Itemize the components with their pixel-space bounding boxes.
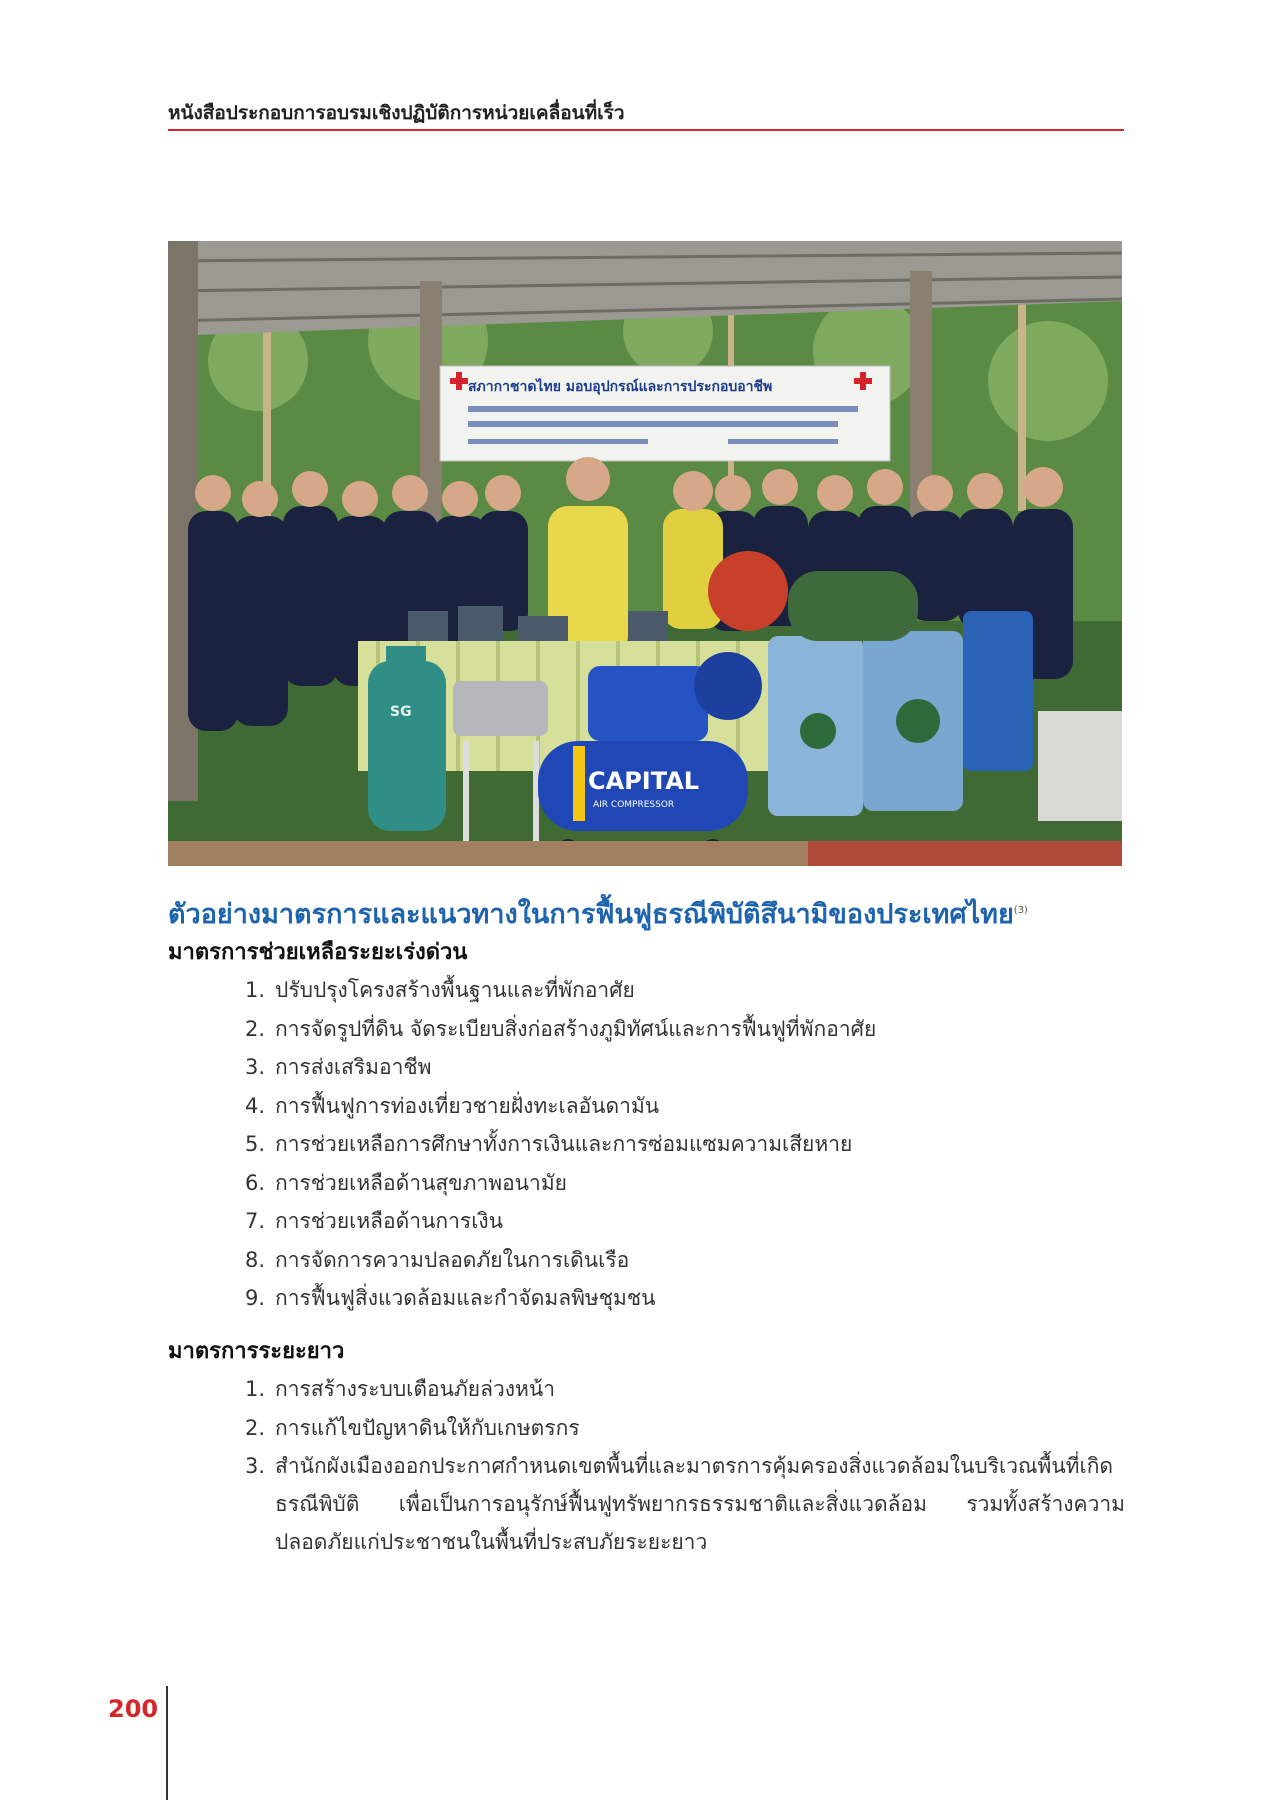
list-item [245,1202,1125,1241]
urgent-measures-heading: มาตรการช่วยเหลือระยะเร่งด่วน [168,940,468,965]
section-title-text: ตัวอย่างมาตรการและแนวทางในการฟื้นฟูธรณีพิบัติสึนามิของประเทศไทย [168,899,1014,930]
donation-ceremony-photo [168,241,1122,866]
list-item [245,1087,1125,1126]
list-item [245,971,1125,1010]
item-text: ปรับปรุงโครงสร้างพื้นฐานและที่พักอาศัย [275,978,635,1002]
longterm-measures-heading: มาตรการระยะยาว [168,1339,345,1364]
item-number: 6. [245,1170,266,1195]
item-text: สำนักผังเมืองออกประกาศกำหนดเขตพื้นที่และมาตรการคุ้มครองสิ่งแวดล้อมในบริเวณพื้นที่เกิดธรณีพิบัติ เพื่อเป็นการอนุรักษ์ฟื้นฟูทรัพยากรธรรมชาติและสิ่งแวดล้อม รวมทั้งสร้างความปลอดภัยแก่ประชาชนในพื้นที่ประสบภัยระยะยาว [275,1454,1125,1554]
urgent-measures-list [245,971,1125,1318]
list-item [245,1125,1125,1164]
compressor-brand: CAPITAL [588,767,700,795]
list-item [245,1164,1125,1203]
item-number: 1. [245,978,266,1002]
item-text: การแก้ไขปัญหาดินให้กับเกษตรกร [275,1415,580,1440]
item-number: 8. [245,1247,266,1272]
list-item [245,1241,1125,1280]
longterm-measures-list [245,1370,1125,1561]
item-text: การฟื้นฟูสิ่งแวดล้อมและกำจัดมลพิษชุมชน [275,1286,656,1310]
page-number: 200 [108,1695,159,1723]
item-number: 5. [245,1132,266,1156]
item-text: การสร้างระบบเตือนภัยล่วงหน้า [275,1377,555,1401]
running-head: หนังสือประกอบการอบรมเชิงปฏิบัติการหน่วยเคลื่อนที่เร็ว [168,102,625,124]
item-text: การช่วยเหลือด้านการเงิน [275,1209,503,1233]
item-number: 3. [245,1454,266,1478]
item-text: การจัดรูปที่ดิน จัดระเบียบสิ่งก่อสร้างภูมิทัศน์และการฟื้นฟูที่พักอาศัย [275,1016,877,1041]
list-item [245,1447,1125,1561]
item-number: 9. [245,1286,266,1310]
item-number: 2. [245,1415,266,1440]
list-item [245,1279,1125,1318]
banner-text: สภากาชาดไทย มอบอุปกรณ์และการประกอบอาชีพ [468,379,773,395]
list-item [245,1010,1125,1049]
item-text: การช่วยเหลือด้านสุขภาพอนามัย [275,1170,567,1195]
item-number: 2. [245,1016,266,1041]
item-text: การฟื้นฟูการท่องเที่ยวชายฝั่งทะเลอันดามัน [275,1093,660,1118]
list-item [245,1370,1125,1409]
item-text: การจัดการความปลอดภัยในการเดินเรือ [275,1247,630,1272]
section-title [168,892,1128,935]
item-number: 3. [245,1055,266,1079]
header-rule [168,129,1124,131]
item-number: 4. [245,1093,266,1118]
list-item [245,1409,1125,1448]
item-number: 1. [245,1377,266,1401]
item-text: การส่งเสริมอาชีพ [275,1055,432,1079]
reference-mark: (3) [1013,905,1028,916]
cylinder-label: SG [390,704,412,720]
item-number: 7. [245,1209,266,1233]
compressor-subtitle: AIR COMPRESSOR [593,800,675,810]
item-text: การช่วยเหลือการศึกษาทั้งการเงินและการซ่อมแซมความเสียหาย [275,1132,853,1156]
list-item [245,1048,1125,1087]
footer-rule [166,1686,168,1800]
